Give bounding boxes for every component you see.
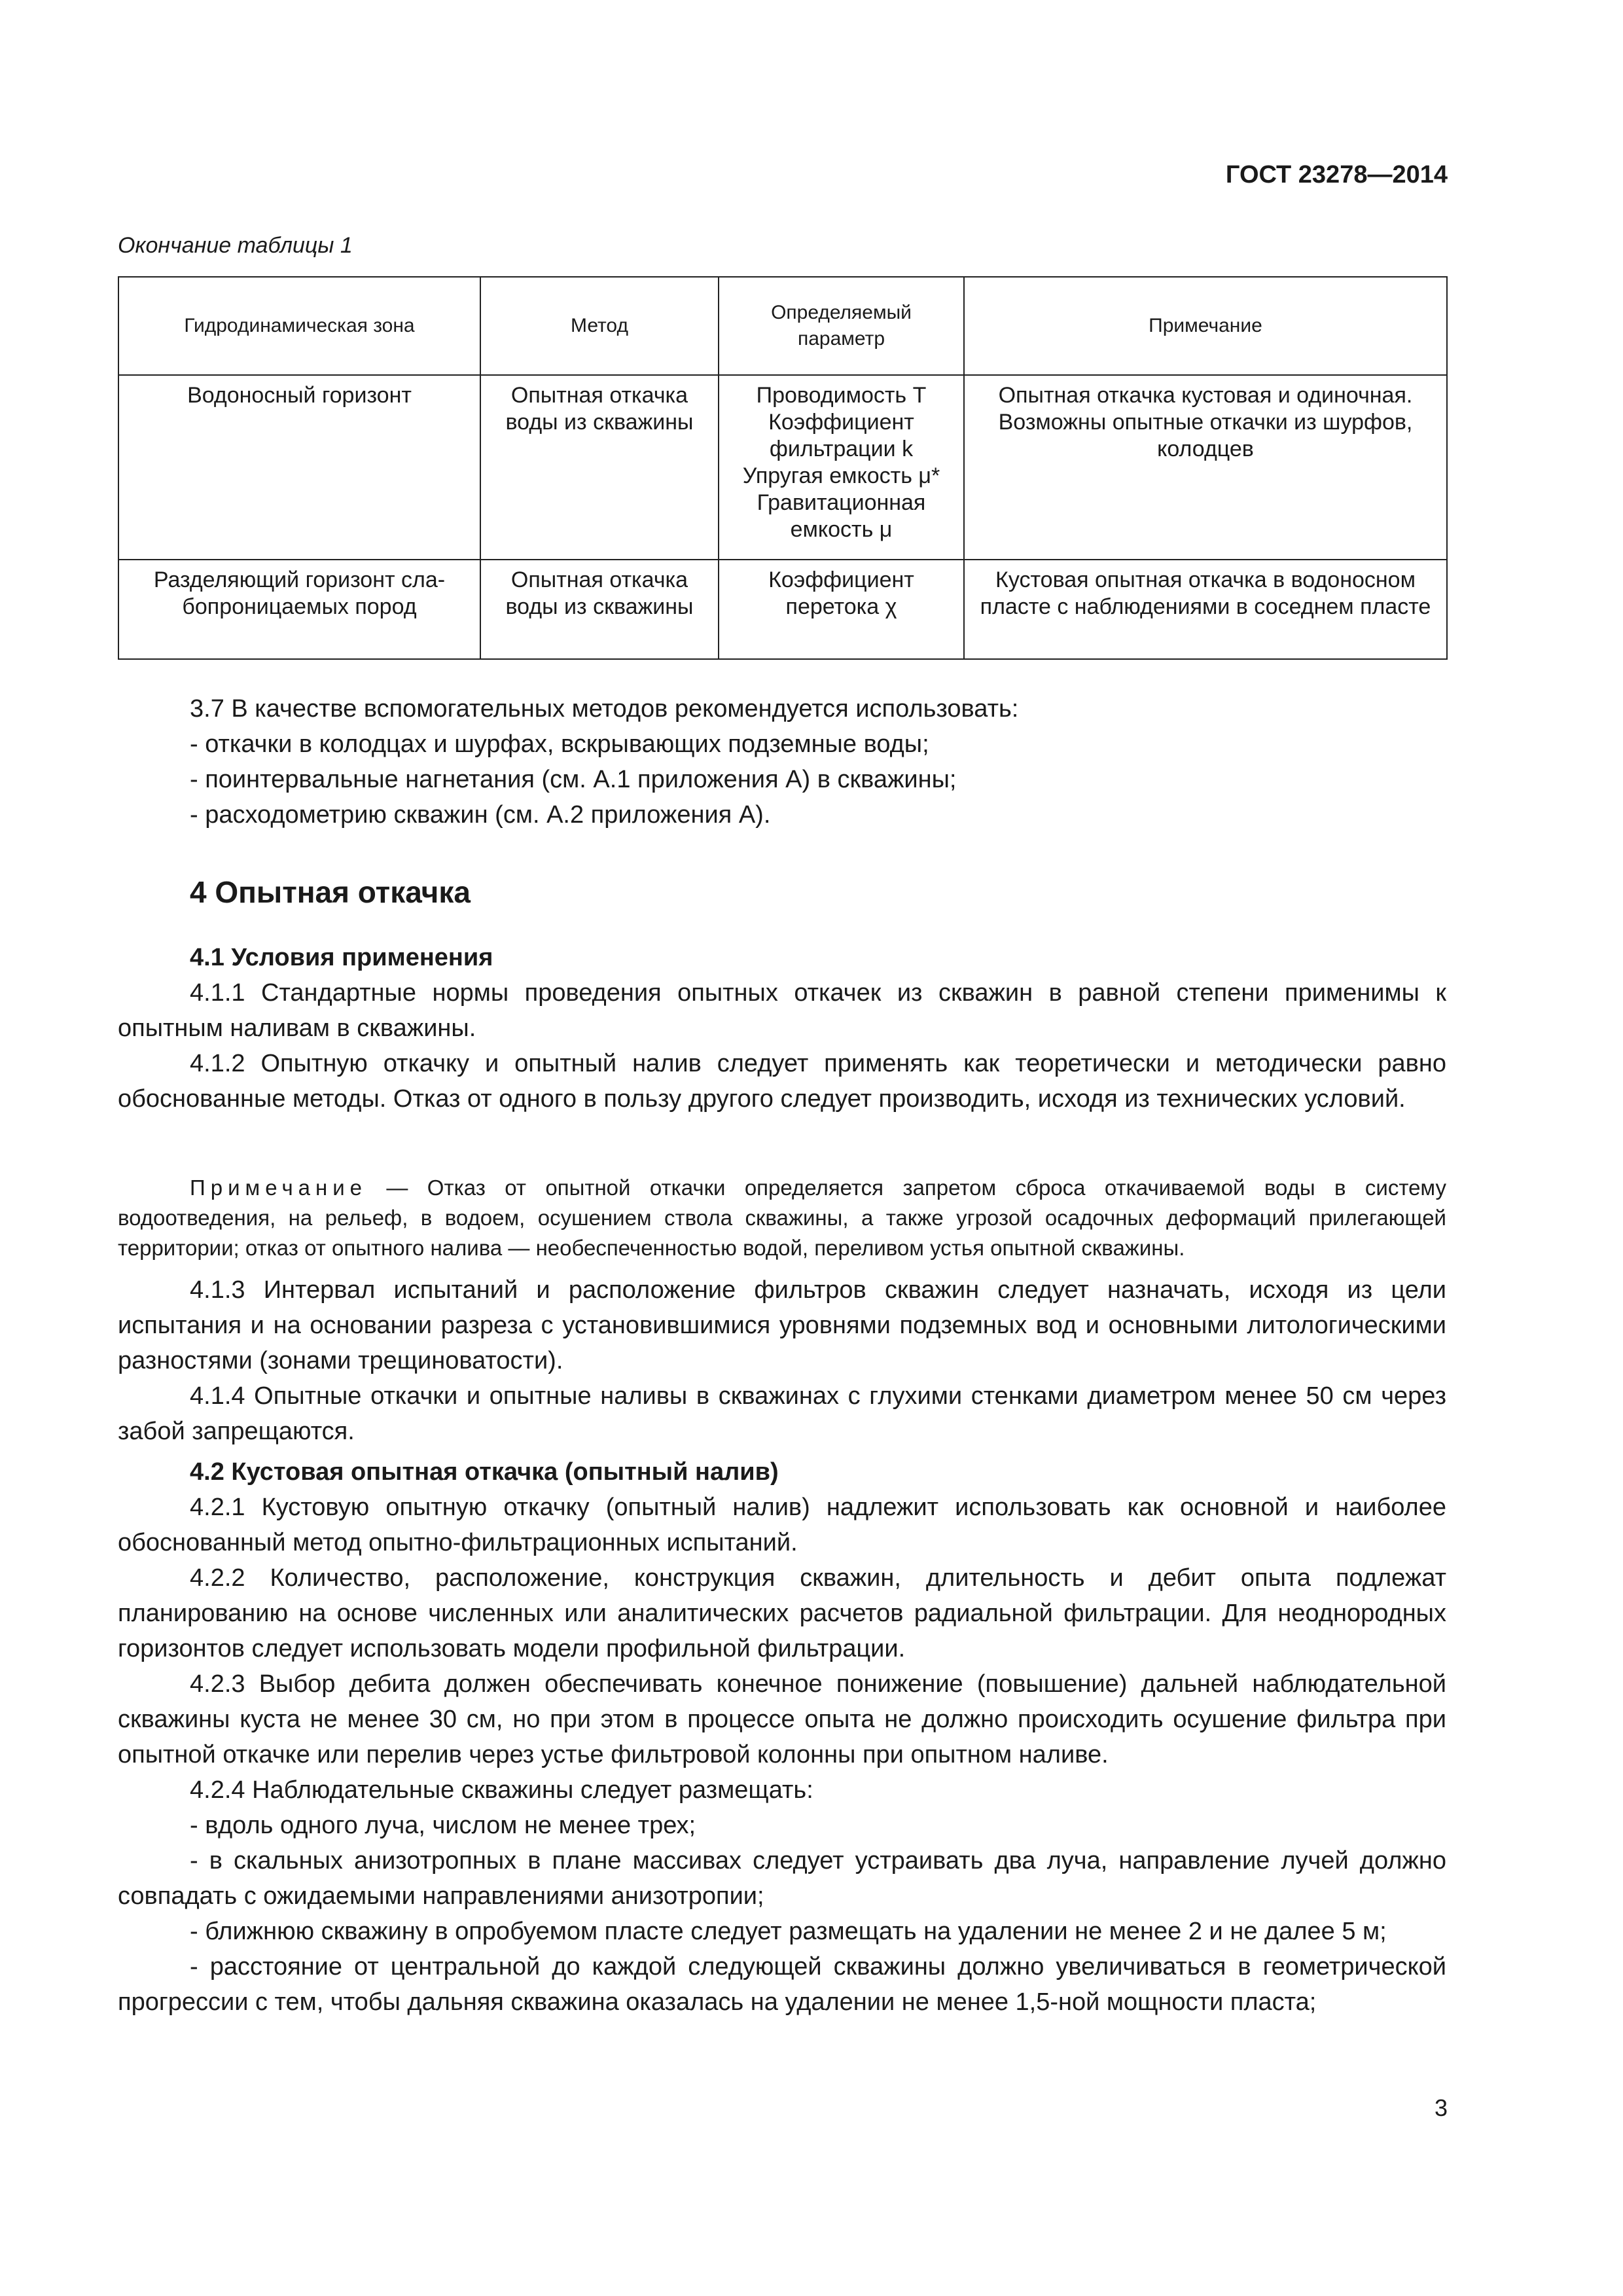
- note-paragraph: [118, 1173, 1446, 1263]
- table-caption: Окончание таблицы 1: [118, 233, 353, 258]
- cell-zone: Водоносный горизонт: [118, 375, 480, 560]
- cell-note: [964, 560, 1447, 659]
- list-item: - ближнюю скважину в опробуемом пласте следует размещать на удалении не менее 2 и не далее 5 м;: [190, 1918, 1387, 1945]
- list-item: - расстояние от центральной до каждой следующей скважины должно увеличиваться в геометрической прогрессии с тем, чтобы дальняя скважина оказалась на удалении не менее 1,5-ной мощности пласта;: [118, 1953, 1446, 2016]
- cell-method: Опытная откачка воды из скважины: [480, 560, 719, 659]
- section-4-1-cont: [118, 1272, 1446, 1449]
- note-line: Возможны опытные откачки из шурфов, колодцев: [998, 410, 1413, 461]
- paragraph: 4.2.3 Выбор дебита должен обеспечивать конечное понижение (повышение) дальней наблюдательной скважины куста не менее 30 см, но при этом в процессе опыта не должно происходить осушение фильтра при опытной откачке или перелив через устье фильтровой колонны при опытном наливе.: [118, 1670, 1446, 1768]
- paragraph: 4.1.2 Опытную откачку и опытный налив следует применять как теоретически и методически равно обоснованные методы. Отказ от одного в пользу другого следует производить, исходя из технических условий.: [118, 1050, 1446, 1113]
- param-line: Гравитационная емкость μ: [757, 490, 926, 542]
- list-item: - вдоль одного луча, числом не менее трех;: [190, 1812, 696, 1839]
- note-block: [118, 1173, 1446, 1263]
- paragraph: 4.2.1 Кустовую опытную откачку (опытный налив) надлежит использовать как основной и наиболее обоснованный метод опытно-фильтрационных испытаний.: [118, 1494, 1446, 1556]
- list-item: - поинтервальные нагнетания (см. А.1 приложения А) в скважины;: [190, 766, 957, 793]
- table-header-row: [118, 277, 1447, 375]
- cell-method: Опытная откачка воды из скважины: [480, 375, 719, 560]
- table-1-end: [118, 276, 1448, 660]
- subsection-title: 4.1 Условия применения: [190, 944, 493, 971]
- paragraph: 3.7 В качестве вспомогательных методов рекомендуется использовать:: [190, 695, 1019, 723]
- table-row: [118, 375, 1447, 560]
- param-line: Упругая емкость μ*: [742, 463, 940, 488]
- document-id: ГОСТ 23278—2014: [1225, 161, 1448, 188]
- section-4-1: [118, 940, 1446, 1117]
- col-header-param: Определяемый параметр: [719, 277, 964, 375]
- table-row: [118, 560, 1447, 659]
- param-line: Коэффициент перетока χ: [768, 567, 914, 619]
- param-line: Коэффициент фильтрации k: [768, 410, 914, 461]
- cell-zone: Разделяющий горизонт сла-бопроницаемых пород: [118, 560, 480, 659]
- list-item: - расходометрию скважин (см. А.2 приложения А).: [190, 801, 771, 829]
- section-4-heading: [118, 874, 1446, 910]
- cell-params: [719, 375, 964, 560]
- list-item: - откачки в колодцах и шурфах, вскрывающих подземные воды;: [190, 730, 929, 758]
- page-number: 3: [1434, 2094, 1448, 2121]
- note-label: Примечание: [190, 1175, 368, 1200]
- note-text: — Отказ от опытной откачки определяется запретом сброса откачиваемой воды в систему водоотведения, на рельеф, в водоем, осушением ствола скважины, а также угрозой осадочных деформаций прилегающей территории; отказ от опытного налива — необеспеченностью водой, переливом устья опытной скважины.: [118, 1175, 1446, 1260]
- paragraph: 4.1.4 Опытные откачки и опытные наливы в скважинах с глухими стенками диаметром менее 50 см через забой запрещаются.: [118, 1382, 1446, 1445]
- cell-note: [964, 375, 1447, 560]
- col-header-method: Метод: [480, 277, 719, 375]
- section-title: 4 Опытная откачка: [190, 875, 471, 909]
- paragraph: 4.1.3 Интервал испытаний и расположение фильтров скважин следует назначать, исходя из цели испытания и на основании разреза с установившимися уровнями подземных вод и основными литологическими разностями (зонами трещиноватости).: [118, 1276, 1446, 1374]
- note-line: Кустовая опытная откачка в водоносном пласте с наблюдениями в соседнем пласте: [980, 567, 1431, 619]
- section-3-7: [118, 691, 1446, 833]
- col-header-zone: Гидродинамическая зона: [118, 277, 480, 375]
- paragraph: 4.2.2 Количество, расположение, конструкция скважин, длительность и дебит опыта подлежат планированию на основе численных или аналитических расчетов радиальной фильтрации. Для неоднородных горизонтов следует использовать модели профильной фильтрации.: [118, 1564, 1446, 1662]
- param-line: Проводимость T: [756, 383, 927, 408]
- paragraph: 4.2.4 Наблюдательные скважины следует размещать:: [190, 1776, 813, 1804]
- note-line: Опытная откачка кустовая и одиночная.: [998, 383, 1413, 408]
- col-header-note: Примечание: [964, 277, 1447, 375]
- section-4-2: [118, 1454, 1446, 2020]
- cell-params: [719, 560, 964, 659]
- paragraph: 4.1.1 Стандартные нормы проведения опытных откачек из скважин в равной степени применимы к опытным наливам в скважины.: [118, 979, 1446, 1042]
- list-item: - в скальных анизотропных в плане массивах следует устраивать два луча, направление лучей должно совпадать с ожидаемыми направлениями анизотропии;: [118, 1847, 1446, 1910]
- subsection-title: 4.2 Кустовая опытная откачка (опытный налив): [190, 1458, 779, 1486]
